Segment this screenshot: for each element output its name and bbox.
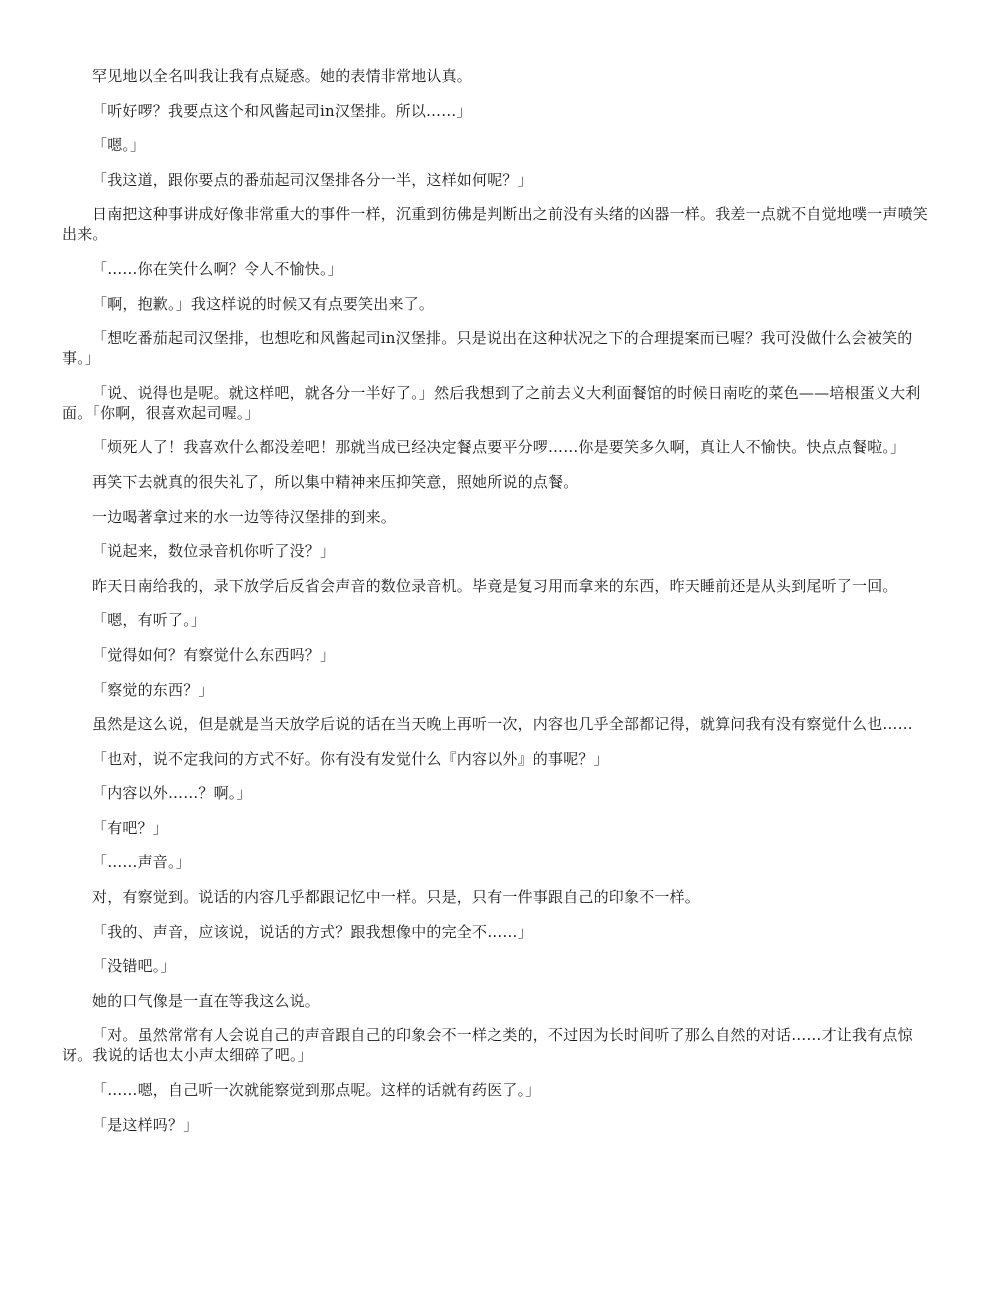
paragraph: 「想吃番茄起司汉堡排，也想吃和风酱起司in汉堡排。只是说出在这种状况之下的合理提案而已喔？我可没做什么会被笑的事。」 xyxy=(62,329,913,368)
paragraph: 一边喝著拿过来的水一边等待汉堡排的到来。 xyxy=(92,507,397,526)
paragraph: 「……声音。」 xyxy=(92,853,191,872)
paragraph: 昨天日南给我的，录下放学后反省会声音的数位录音机。毕竟是复习用而拿来的东西，昨天睡前还是从头到尾听了一回。 xyxy=(92,576,898,595)
paragraph: 「……嗯，自己听一次就能察觉到那点呢。这样的话就有药医了。」 xyxy=(92,1081,541,1100)
paragraph: 「……你在笑什么啊？令人不愉快。」 xyxy=(92,259,343,278)
paragraph: 「对。虽然常常有人会说自己的声音跟自己的印象会不一样之类的，不过因为长时间听了那么自然的对话……才让我有点惊讶。我说的话也太小声太细碎了吧。」 xyxy=(62,1026,913,1065)
paragraph: 「没错吧。」 xyxy=(92,957,176,976)
paragraph: 「也对，说不定我问的方式不好。你有没有发觉什么『内容以外』的事呢？」 xyxy=(92,749,609,768)
paragraph: 「烦死人了！我喜欢什么都没差吧！那就当成已经决定餐点要平分啰……你是要笑多久啊，真让人不愉快。快点点餐啦。」 xyxy=(92,438,906,457)
paragraph: 「嗯。」 xyxy=(92,136,146,155)
paragraph: 「听好啰？我要点这个和风酱起司in汉堡排。所以……」 xyxy=(92,101,472,120)
paragraph: 「觉得如何？有察觉什么东西吗？」 xyxy=(92,645,336,664)
paragraph: 「是这样吗？」 xyxy=(92,1115,199,1134)
paragraph: 日南把这种事讲成好像非常重大的事件一样，沉重到彷佛是判断出之前没有头绪的凶器一样。我差一点就不自觉地噗一声喷笑出来。 xyxy=(62,205,929,244)
paragraph: 「啊，抱歉。」我这样说的时候又有点要笑出来了。 xyxy=(92,294,435,313)
paragraph: 「内容以外……？啊。」 xyxy=(92,784,252,803)
paragraph: 「我的、声音，应该说，说话的方式？跟我想像中的完全不……」 xyxy=(92,922,533,941)
paragraph: 罕见地以全名叫我让我有点疑惑。她的表情非常地认真。 xyxy=(92,67,473,85)
paragraph: 「说起来，数位录音机你听了没？」 xyxy=(92,542,336,561)
paragraph: 「察觉的东西？」 xyxy=(92,680,214,699)
paragraph: 对，有察觉到。说话的内容几乎都跟记忆中一样。只是，只有一件事跟自己的印象不一样。 xyxy=(92,888,701,907)
paragraph: 「有吧？」 xyxy=(92,818,169,837)
paragraph: 「我这道，跟你要点的番茄起司汉堡排各分一半，这样如何呢？」 xyxy=(92,170,533,189)
paragraph: 她的口气像是一直在等我这么说。 xyxy=(92,991,321,1010)
paragraph: 虽然是这么说，但是就是当天放学后说的话在当天晚上再听一次，内容也几乎全部都记得，就算问我有没有察觉什么也…… xyxy=(92,715,913,734)
paragraph: 「嗯，有听了。」 xyxy=(92,611,207,630)
paragraph: 「说、说得也是呢。就这样吧，就各分一半好了。」然后我想到了之前去义大利面餐馆的时候日南吃的菜色——培根蛋义大利面。「你啊，很喜欢起司喔。」 xyxy=(62,383,921,422)
paragraph: 再笑下去就真的很失礼了，所以集中精神来压抑笑意，照她所说的点餐。 xyxy=(92,472,579,491)
